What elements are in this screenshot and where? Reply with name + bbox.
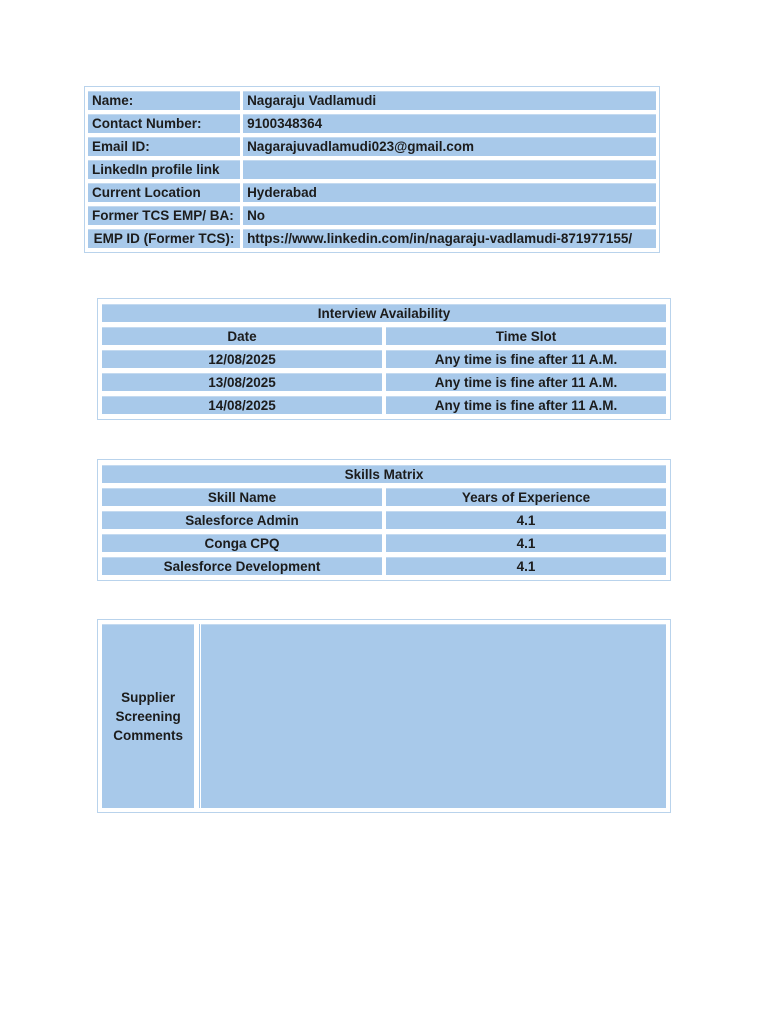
emp-id-label: EMP ID (Former TCS): — [88, 229, 240, 248]
date-header: Date — [102, 327, 382, 345]
contact-number-label: Contact Number: — [88, 114, 240, 133]
candidate-details-table — [84, 86, 660, 253]
interview-availability-table — [97, 298, 671, 420]
table-header-row — [102, 327, 666, 345]
table-row — [102, 624, 666, 808]
skill-name-cell: Salesforce Admin — [102, 511, 382, 529]
skill-name-cell: Conga CPQ — [102, 534, 382, 552]
table-row — [102, 373, 666, 391]
name-value: Nagaraju Vadlamudi — [243, 91, 656, 110]
table-title-row — [102, 465, 666, 483]
table-row — [88, 114, 656, 133]
table-row — [88, 183, 656, 202]
linkedin-value — [243, 160, 656, 179]
table-row — [88, 160, 656, 179]
years-of-experience-cell: 4.1 — [386, 534, 666, 552]
skills-matrix-title: Skills Matrix — [102, 465, 666, 483]
table-row — [102, 511, 666, 529]
table-row — [88, 229, 656, 248]
date-cell: 14/08/2025 — [102, 396, 382, 414]
supplier-screening-comments-field — [198, 624, 666, 808]
table-row — [88, 91, 656, 110]
table-title-row — [102, 304, 666, 322]
years-of-experience-header: Years of Experience — [386, 488, 666, 506]
table-row — [102, 350, 666, 368]
table-row — [88, 137, 656, 156]
date-cell: 13/08/2025 — [102, 373, 382, 391]
table-row — [102, 396, 666, 414]
former-tcs-value: No — [243, 206, 656, 225]
email-label: Email ID: — [88, 137, 240, 156]
time-slot-cell: Any time is fine after 11 A.M. — [386, 350, 666, 368]
linkedin-label: LinkedIn profile link — [88, 160, 240, 179]
current-location-value: Hyderabad — [243, 183, 656, 202]
current-location-label: Current Location — [88, 183, 240, 202]
table-row — [102, 534, 666, 552]
years-of-experience-cell: 4.1 — [386, 511, 666, 529]
supplier-screening-comments-table — [97, 619, 671, 813]
contact-number-value: 9100348364 — [243, 114, 656, 133]
interview-availability-title: Interview Availability — [102, 304, 666, 322]
skill-name-cell: Salesforce Development — [102, 557, 382, 575]
former-tcs-label: Former TCS EMP/ BA: — [88, 206, 240, 225]
table-row — [88, 206, 656, 225]
email-value: Nagarajuvadlamudi023@gmail.com — [243, 137, 656, 156]
emp-id-value: https://www.linkedin.com/in/nagaraju-vadlamudi-871977155/ — [243, 229, 656, 248]
time-slot-cell: Any time is fine after 11 A.M. — [386, 396, 666, 414]
skills-matrix-table — [97, 459, 671, 581]
time-slot-header: Time Slot — [386, 327, 666, 345]
table-row — [102, 557, 666, 575]
supplier-screening-comments-label: Supplier Screening Comments — [102, 624, 194, 808]
skill-name-header: Skill Name — [102, 488, 382, 506]
time-slot-cell: Any time is fine after 11 A.M. — [386, 373, 666, 391]
table-header-row — [102, 488, 666, 506]
name-label: Name: — [88, 91, 240, 110]
years-of-experience-cell: 4.1 — [386, 557, 666, 575]
date-cell: 12/08/2025 — [102, 350, 382, 368]
